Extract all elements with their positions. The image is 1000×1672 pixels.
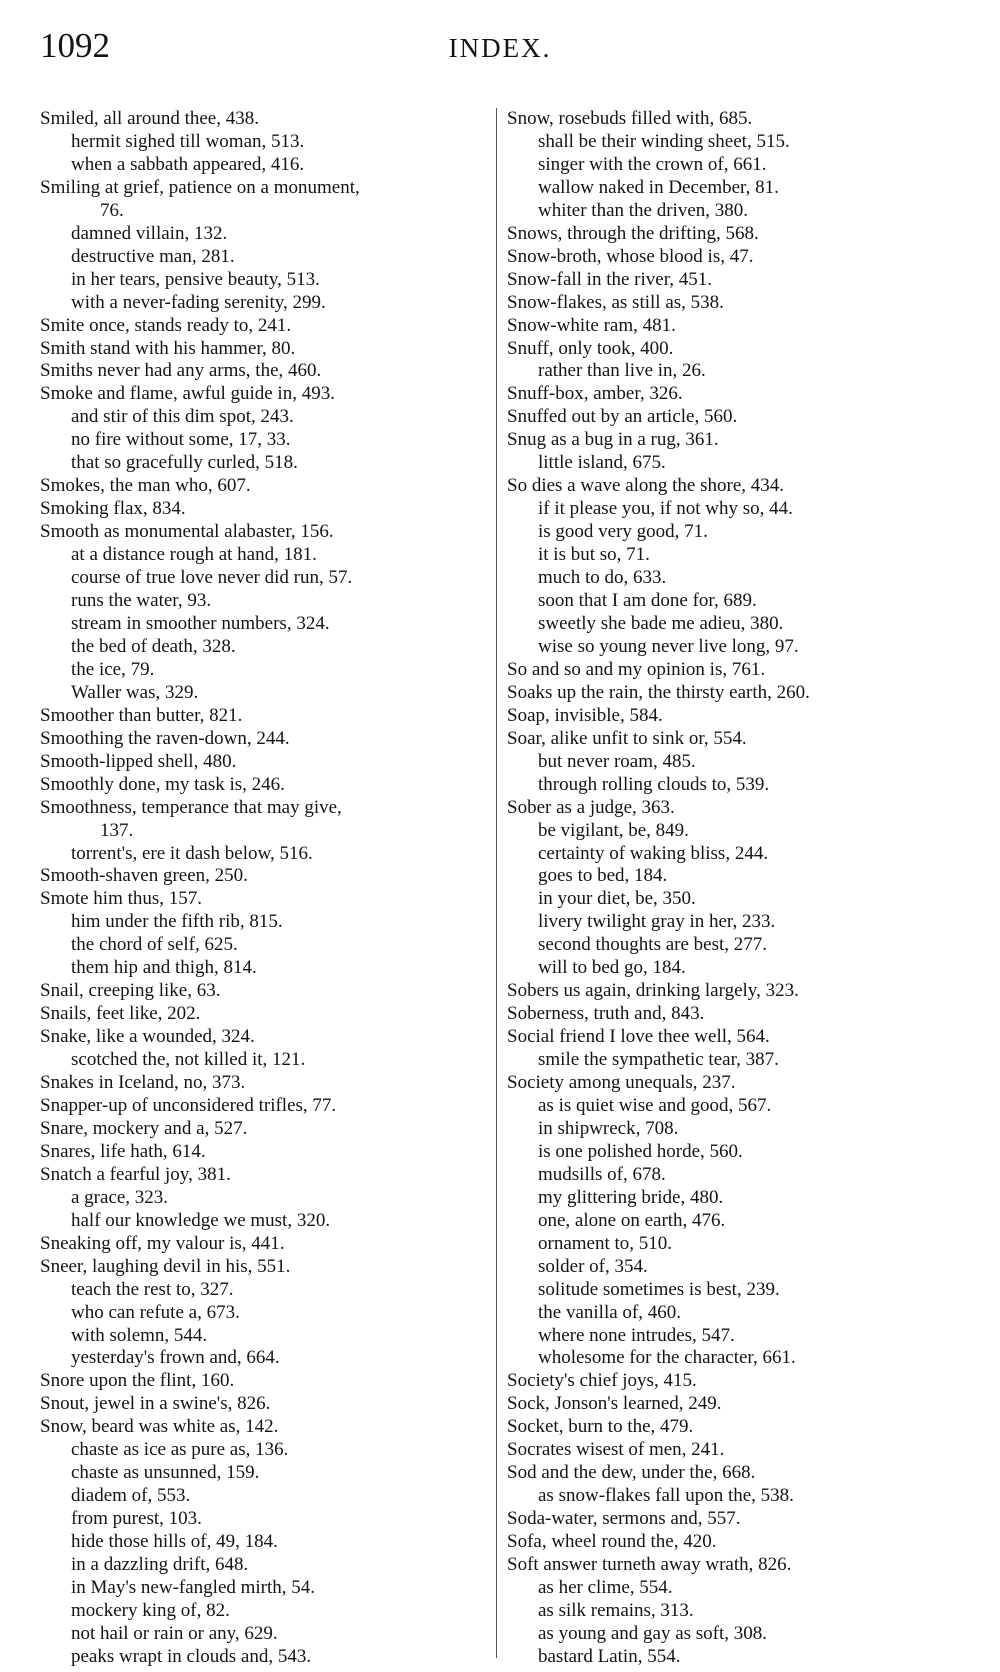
index-subentry: the ice, 79. [71,658,155,680]
index-entry: Snapper-up of unconsidered trifles, 77. [40,1094,337,1116]
index-subentry: as young and gay as soft, 308. [538,1622,768,1644]
index-subentry: them hip and thigh, 814. [71,957,257,979]
index-entry: Snail, creeping like, 63. [40,980,221,1002]
index-subentry: solder of, 354. [538,1255,648,1277]
index-subentry: the bed of death, 328. [71,635,236,657]
index-entry: Snore upon the flint, 160. [40,1370,235,1392]
index-entry: Snow-flakes, as still as, 538. [507,291,724,313]
index-subentry: where none intrudes, 547. [538,1324,735,1346]
index-subentry: wise so young never live long, 97. [538,635,799,657]
index-entry: Snow-white ram, 481. [507,314,676,336]
index-entry: Smiling at grief, patience on a monument, [40,176,360,198]
index-subentry: soon that I am done for, 689. [538,590,757,612]
index-subentry: runs the water, 93. [71,590,212,612]
index-entry: Soap, invisible, 584. [507,704,663,726]
index-entry: Smooth as monumental alabaster, 156. [40,521,334,543]
index-subentry: at a distance rough at hand, 181. [71,544,317,566]
index-subentry: one, alone on earth, 476. [538,1209,726,1231]
index-entry: Smoking flax, 834. [40,498,186,520]
index-entry: So dies a wave along the shore, 434. [507,475,785,497]
index-subentry: when a sabbath appeared, 416. [71,153,305,175]
index-entry: Smokes, the man who, 607. [40,475,251,497]
index-entry: Sneer, laughing devil in his, 551. [40,1255,291,1277]
index-entry: Snow-broth, whose blood is, 47. [507,245,754,267]
index-entry: Soda-water, sermons and, 557. [507,1508,741,1530]
index-subentry: will to bed go, 184. [538,957,686,979]
index-entry: Snow-fall in the river, 451. [507,268,713,290]
index-subentry: mockery king of, 82. [71,1599,230,1621]
index-subentry: wallow naked in December, 81. [538,176,779,198]
index-subentry: in a dazzling drift, 648. [71,1554,249,1576]
index-entry: Sober as a judge, 363. [507,796,675,818]
index-entry: Snow, rosebuds filled with, 685. [507,108,753,129]
index-subentry: chaste as ice as pure as, 136. [71,1439,289,1461]
index-subentry: whiter than the driven, 380. [538,199,749,221]
index-subentry: bastard Latin, 554. [538,1645,681,1667]
index-subentry: course of true love never did run, 57. [71,567,353,589]
index-entry-continuation: 137. [100,819,134,841]
index-subentry: my glittering bride, 480. [538,1186,724,1208]
index-subentry: destructive man, 281. [71,245,235,267]
index-subentry: and stir of this dim spot, 243. [71,406,294,428]
index-entry: Snake, like a wounded, 324. [40,1026,255,1048]
index-entry: Socrates wisest of men, 241. [507,1439,725,1461]
index-subentry: rather than live in, 26. [538,360,706,382]
index-entry: Sobers us again, drinking largely, 323. [507,980,799,1002]
index-entry: Smooth-shaven green, 250. [40,865,248,887]
index-entry: Sneaking off, my valour is, 441. [40,1232,285,1254]
index-subentry: is good very good, 71. [538,521,708,543]
index-subentry: mudsills of, 678. [538,1163,666,1185]
index-subentry: singer with the crown of, 661. [538,153,767,175]
index-entry: Snug as a bug in a rug, 361. [507,429,719,451]
index-entry: Smiths never had any arms, the, 460. [40,360,322,382]
index-entry: Smoke and flame, awful guide in, 493. [40,383,335,405]
index-entry: Socket, burn to the, 479. [507,1416,694,1438]
index-subentry: peaks wrapt in clouds and, 543. [71,1645,312,1667]
index-entry: Snare, mockery and a, 527. [40,1117,248,1139]
index-entry: Sod and the dew, under the, 668. [507,1462,756,1484]
index-entry: Society among unequals, 237. [507,1072,736,1094]
index-subentry: with solemn, 544. [71,1324,208,1346]
index-subentry: sweetly she bade me adieu, 380. [538,612,784,634]
index-subentry: in her tears, pensive beauty, 513. [71,268,320,290]
index-entry: Soberness, truth and, 843. [507,1003,705,1025]
page-title: INDEX. [448,33,552,63]
index-subentry: certainty of waking bliss, 244. [538,842,769,864]
index-subentry: much to do, 633. [538,567,667,589]
index-entry: Snatch a fearful joy, 381. [40,1163,231,1185]
index-subentry: half our knowledge we must, 320. [71,1209,331,1231]
index-subentry: chaste as unsunned, 159. [71,1462,260,1484]
index-subentry: in your diet, be, 350. [538,888,696,910]
index-entry: Snails, feet like, 202. [40,1003,201,1025]
index-subentry: as snow-flakes fall upon the, 538. [538,1485,794,1507]
index-entry: Snuff, only took, 400. [507,337,674,359]
index-entry: Smote him thus, 157. [40,888,203,910]
index-entry: Smooth-lipped shell, 480. [40,750,237,772]
index-subentry: a grace, 323. [71,1186,169,1208]
index-entry: Snow, beard was white as, 142. [40,1416,279,1438]
index-entry: Snares, life hath, 614. [40,1140,206,1162]
index-subentry: wholesome for the character, 661. [538,1347,796,1369]
index-subentry: him under the fifth rib, 815. [71,911,283,933]
index-entry: Sock, Jonson's learned, 249. [507,1393,722,1415]
index-subentry: ornament to, 510. [538,1232,673,1254]
index-entry: Social friend I love thee well, 564. [507,1026,770,1048]
index-subentry: little island, 675. [538,452,666,474]
index-entry: Soar, alike unfit to sink or, 554. [507,727,747,749]
index-subentry: with a never-fading serenity, 299. [71,291,326,313]
page-number: 1092 [40,26,110,65]
index-entry: Soaks up the rain, the thirsty earth, 260. [507,681,810,703]
index-column-left [40,108,485,1669]
index-subentry: hermit sighed till woman, 513. [71,130,305,152]
index-entry: Snuffed out by an article, 560. [507,406,738,428]
index-entry: Smoothing the raven-down, 244. [40,727,290,749]
index-entry: Society's chief joys, 415. [507,1370,697,1392]
index-entry: Soft answer turneth away wrath, 826. [507,1554,792,1576]
index-subentry: stream in smoother numbers, 324. [71,612,330,634]
index-entry: Snakes in Iceland, no, 373. [40,1072,246,1094]
index-subentry: damned villain, 132. [71,222,228,244]
index-entry: Smiled, all around thee, 438. [40,108,259,129]
index-subentry: smile the sympathetic tear, 387. [538,1049,779,1071]
index-subentry: if it please you, if not why so, 44. [538,498,793,520]
index-subentry: not hail or rain or any, 629. [71,1622,278,1644]
index-entry: Smoothly done, my task is, 246. [40,773,285,795]
index-subentry: yesterday's frown and, 664. [71,1347,280,1369]
index-subentry: through rolling clouds to, 539. [538,773,770,795]
index-subentry: in shipwreck, 708. [538,1117,679,1139]
index-entry: Snows, through the drifting, 568. [507,222,759,244]
index-subentry: is one polished horde, 560. [538,1140,743,1162]
index-subentry: second thoughts are best, 277. [538,934,768,956]
index-subentry: as silk remains, 313. [538,1599,694,1621]
index-subentry: Waller was, 329. [71,681,199,703]
index-entry: So and so and my opinion is, 761. [507,658,766,680]
index-subentry: hide those hills of, 49, 184. [71,1531,278,1553]
index-subentry: diadem of, 553. [71,1485,191,1507]
index-entry: Snout, jewel in a swine's, 826. [40,1393,271,1415]
index-subentry: the vanilla of, 460. [538,1301,681,1323]
index-subentry: in May's new-fangled mirth, 54. [71,1577,316,1598]
index-subentry: livery twilight gray in her, 233. [538,911,776,933]
index-subentry: torrent's, ere it dash below, 516. [71,842,313,864]
index-subentry: solitude sometimes is best, 239. [538,1278,780,1300]
index-entry: Snuff-box, amber, 326. [507,383,683,405]
index-subentry: the chord of self, 625. [71,934,238,956]
index-subentry: goes to bed, 184. [538,865,668,887]
index-subentry: no fire without some, 17, 33. [71,429,291,451]
index-subentry: that so gracefully curled, 518. [71,452,298,474]
index-subentry: as is quiet wise and good, 567. [538,1094,772,1116]
index-entry: Smith stand with his hammer, 80. [40,337,296,359]
index-column-right [507,108,977,1669]
index-subentry: but never roam, 485. [538,750,696,772]
index-subentry: scotched the, not killed it, 121. [71,1049,306,1071]
index-entry: Smite once, stands ready to, 241. [40,314,292,336]
index-entry-continuation: 76. [100,199,124,221]
index-subentry: be vigilant, be, 849. [538,819,689,841]
index-subentry: who can refute a, 673. [71,1301,240,1323]
index-subentry: it is but so, 71. [538,544,650,566]
index-entry: Smoother than butter, 821. [40,704,243,726]
index-entry: Smoothness, temperance that may give, [40,796,342,818]
index-subentry: teach the rest to, 327. [71,1278,234,1300]
index-entry: Sofa, wheel round the, 420. [507,1531,717,1553]
index-subentry: as her clime, 554. [538,1577,673,1598]
column-divider [496,108,497,1658]
index-subentry: shall be their winding sheet, 515. [538,130,790,152]
index-subentry: from purest, 103. [71,1508,202,1530]
